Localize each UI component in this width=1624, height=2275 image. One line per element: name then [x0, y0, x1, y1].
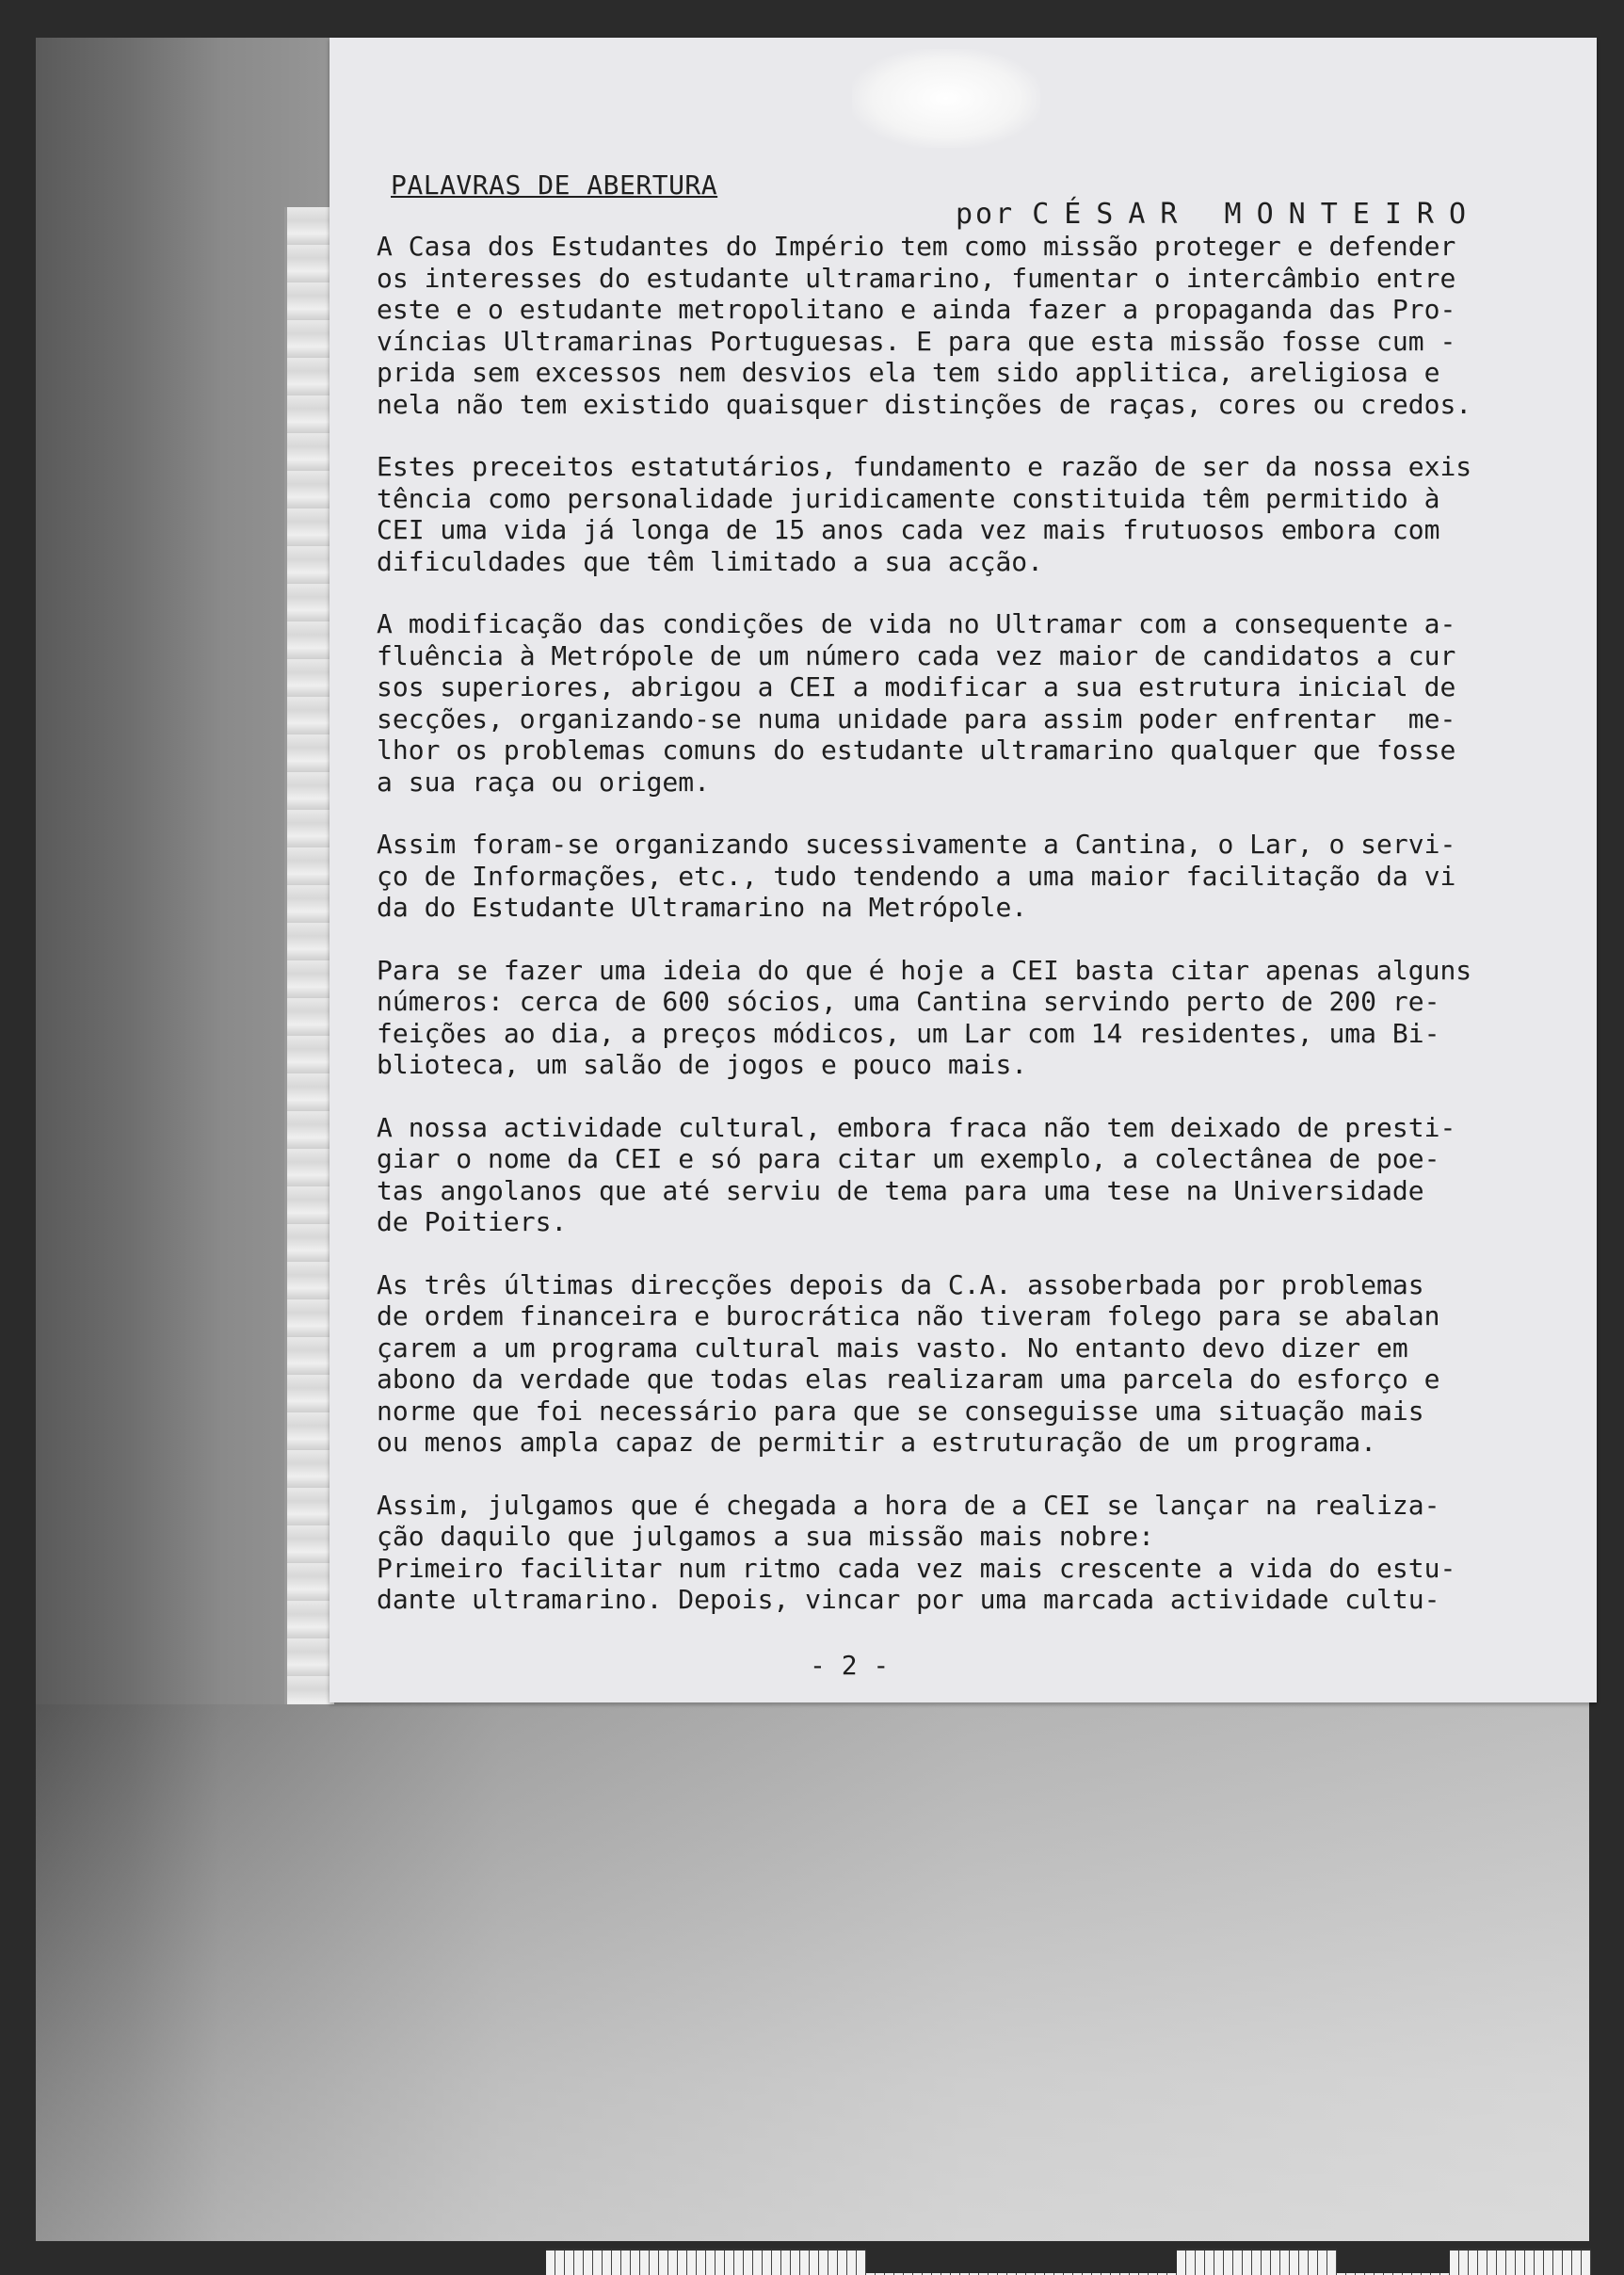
- text-line: ço de Informações, etc., tudo tendendo a uma maior facilitação da vi: [377, 860, 1456, 892]
- paragraph: [377, 608, 1558, 798]
- text-line: números: cerca de 600 sócios, uma Cantina servindo perto de 200 re-: [377, 986, 1440, 1017]
- ruler-dark-segment: [866, 2249, 1177, 2273]
- text-line: dificuldades que têm limitado a sua acção.: [377, 545, 1044, 577]
- paragraph: [377, 955, 1558, 1081]
- text-line: A Casa dos Estudantes do Império tem como missão proteger e defender: [377, 231, 1456, 262]
- byline-prefix: por: [956, 198, 1016, 231]
- text-line: çarem a um programa cultural mais vasto. No entanto devo dizer em: [377, 1331, 1408, 1363]
- paragraph: [377, 231, 1558, 420]
- text-line: tas angolanos que até serviu de tema para uma tese na Universidade: [377, 1174, 1424, 1206]
- text-line: lhor os problemas comuns do estudante ultramarino qualquer que fosse: [377, 734, 1456, 766]
- body-text: [377, 231, 1558, 1647]
- text-line: feições ao dia, a preços módicos, um Lar com 14 residentes, uma Bi-: [377, 1017, 1440, 1049]
- text-line: CEI uma vida já longa de 15 anos cada vez mais frutuosos embora com: [377, 514, 1440, 545]
- text-line: nela não tem existido quaisquer distinções de raças, cores ou credos.: [377, 388, 1472, 420]
- text-line: de Poitiers.: [377, 1206, 568, 1237]
- text-line: giar o nome da CEI e só para citar um exemplo, a colectânea de poe-: [377, 1143, 1440, 1174]
- text-line: dante ultramarino. Depois, vincar por uma marcada actividade cultu-: [377, 1584, 1440, 1615]
- text-line: A nossa actividade cultural, embora fraca não tem deixado de presti-: [377, 1111, 1456, 1143]
- text-line: fluência à Metrópole de um número cada vez maior de candidatos a cur: [377, 639, 1456, 671]
- text-line: Estes preceitos estatutários, fundamento e razão de ser da nossa exis: [377, 451, 1472, 482]
- paragraph: [377, 1269, 1558, 1459]
- text-line: A modificação das condições de vida no Ultramar com a consequente a-: [377, 608, 1456, 639]
- text-line: Assim foram-se organizando sucessivamente a Cantina, o Lar, o servi-: [377, 829, 1456, 860]
- text-line: este e o estudante metropolitano e ainda fazer a propaganda das Pro-: [377, 294, 1456, 325]
- paragraph: [377, 451, 1558, 577]
- ruler-dark-segment: [1337, 2249, 1450, 2273]
- text-line: secções, organizando-se numa unidade para assim poder enfrentar me-: [377, 702, 1456, 734]
- text-line: prida sem excessos nem desvios ela tem sido applitica, areligiosa e: [377, 357, 1440, 388]
- page-heading: PALAVRAS DE ABERTURA: [391, 169, 718, 201]
- text-line: ção daquilo que julgamos a sua missão mais nobre:: [377, 1521, 1155, 1552]
- page-number: - 2 -: [810, 1650, 890, 1681]
- text-line: abono da verdade que todas elas realizaram uma parcela do esforço e: [377, 1363, 1440, 1395]
- text-line: blioteca, um salão de jogos e pouco mais.: [377, 1049, 1028, 1080]
- text-line: de ordem financeira e burocrática não tiveram folego para se abalan: [377, 1300, 1440, 1331]
- text-line: Assim, julgamos que é chegada a hora de a CEI se lançar na realiza-: [377, 1489, 1440, 1521]
- paragraph: [377, 829, 1558, 924]
- author-name: CÉSAR MONTEIRO: [1032, 198, 1482, 231]
- paragraph: [377, 1112, 1558, 1238]
- text-line: víncias Ultramarinas Portuguesas. E para que esta missão fosse cum -: [377, 325, 1456, 357]
- text-line: sos superiores, abrigou a CEI a modificar a sua estrutura inicial de: [377, 671, 1456, 702]
- byline: [956, 198, 1481, 231]
- paragraph: [377, 1490, 1558, 1616]
- torn-paper-edge: [284, 207, 334, 1704]
- text-line: Primeiro facilitar num ritmo cada vez mais crescente a vida do estu-: [377, 1552, 1456, 1584]
- text-line: norme que foi necessário para que se conseguisse uma situação mais: [377, 1395, 1424, 1427]
- paper-correction-mark: [852, 49, 1040, 148]
- text-line: tência como personalidade juridicamente constituida têm permitido à: [377, 482, 1440, 514]
- text-line: a sua raça ou origem.: [377, 766, 711, 798]
- text-line: da do Estudante Ultramarino na Metrópole.: [377, 892, 1028, 923]
- text-line: As três últimas direcções depois da C.A. assoberbada por problemas: [377, 1268, 1424, 1300]
- text-line: ou menos ampla capaz de permitir a estruturação de um programa.: [377, 1427, 1377, 1458]
- text-line: Para se fazer uma ideia do que é hoje a CEI basta citar apenas alguns: [377, 954, 1472, 986]
- text-line: os interesses do estudante ultramarino, fumentar o intercâmbio entre: [377, 262, 1456, 294]
